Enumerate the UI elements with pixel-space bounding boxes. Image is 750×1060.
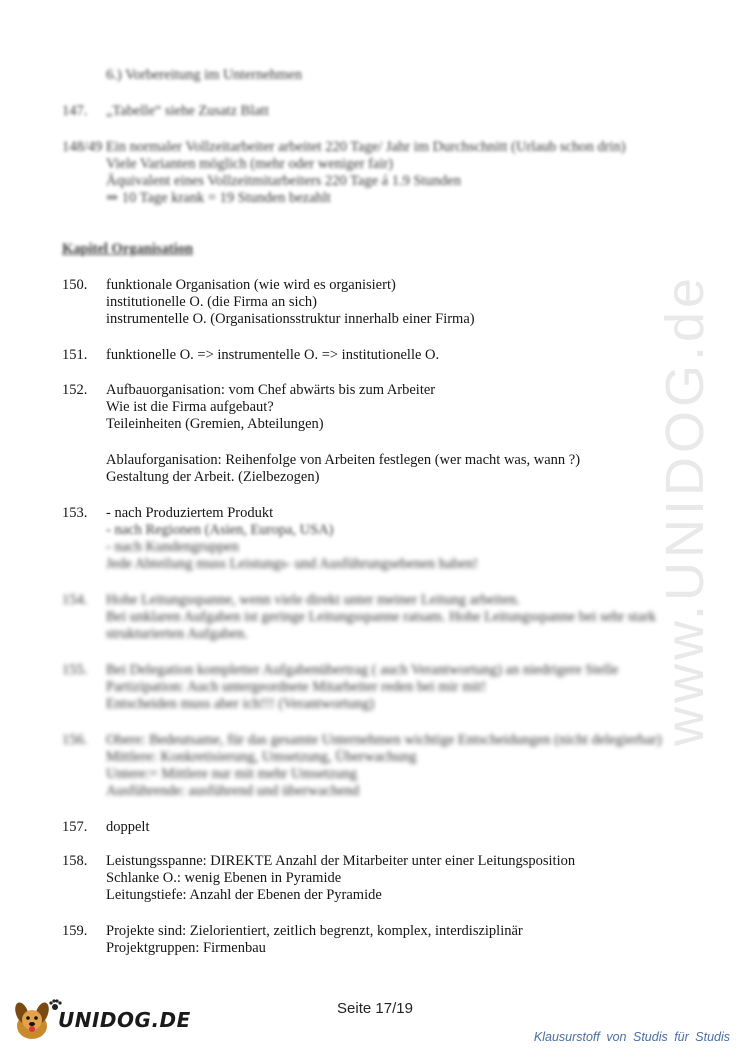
item-line: Projektgruppen: Firmenbau [106, 940, 266, 956]
item-line: Wie ist die Firma aufgebaut? [106, 399, 274, 415]
item-number: 152. [62, 382, 88, 398]
item-line: Hohe Leitungsspanne, wenn viele direkt unter meiner Leitung arbeiten. [106, 592, 520, 608]
item-line: institutionelle O. (die Firma an sich) [106, 294, 318, 310]
item-number: 147. [62, 103, 88, 119]
item-number: 158. [62, 853, 88, 869]
item-line: Mittlere: Konkretisierung, Umsetzung, Überwachung [106, 749, 417, 765]
blurred-line: ⇒ 10 Tage krank = 19 Stunden bezahlt [106, 190, 331, 206]
watermark-text: www.UNIDOG.de [655, 273, 715, 747]
item-line: Jede Abteilung muss Leistungs- und Ausführungsebenen haben! [106, 556, 479, 572]
item-line: Ausführende: ausführend und überwachend [106, 783, 360, 799]
item-number: 157. [62, 819, 88, 835]
item-line: - nach Produziertem Produkt [106, 505, 274, 521]
blurred-line: 148/49 Ein normaler Vollzeitarbeiter arbeitet 220 Tage/ Jahr im Durchschnitt (Urlaub schon drin) [62, 139, 626, 155]
item-line: Teileinheiten (Gremien, Abteilungen) [106, 416, 324, 432]
item-line: Obere: Bedeutsame, für das gesamte Unternehmen wichtige Entscheidungen (nicht delegierbar) [106, 732, 662, 748]
blurred-line: Äquivalent eines Vollzeitmitarbeiters 220 Tage á 1.9 Stunden [106, 173, 461, 189]
item-line: Gestaltung der Arbeit. (Zielbezogen) [106, 469, 320, 485]
watermark [635, 273, 735, 747]
blurred-line: Viele Varianten möglich (mehr oder weniger fair) [106, 156, 394, 172]
section-heading: Kapitel Organisation [62, 241, 193, 257]
item-line: Leitungstiefe: Anzahl der Ebenen der Pyramide [106, 887, 382, 903]
item-line: Schlanke O.: wenig Ebenen in Pyramide [106, 870, 342, 886]
item-line: doppelt [106, 819, 150, 835]
blurred-line: „Tabelle“ siehe Zusatz Blatt [106, 103, 269, 119]
item-line: funktionale Organisation (wie wird es organisiert) [106, 277, 396, 293]
item-number: 156. [62, 732, 88, 748]
item-number: 154. [62, 592, 88, 608]
item-line: Partizipation: Auch untergeordnete Mitarbeiter reden bei mir mit! [106, 679, 487, 695]
item-line: instrumentelle O. (Organisationsstruktur innerhalb einer Firma) [106, 311, 475, 327]
item-line: strukturierten Aufgaben. [106, 626, 248, 642]
item-line: Untere:= Mittlere nur mit mehr Umsetzung [106, 766, 357, 782]
tagline: Klausurstoff von Studis für Studis [533, 1030, 730, 1044]
item-line: - nach Regionen (Asien, Europa, USA) [106, 522, 334, 538]
item-line: Leistungsspanne: DIREKTE Anzahl der Mitarbeiter unter einer Leitungsposition [106, 853, 576, 869]
item-number: 155. [62, 662, 88, 678]
page-number: Seite 17/19 [337, 1000, 413, 1017]
item-line: Aufbauorganisation: vom Chef abwärts bis zum Arbeiter [106, 382, 436, 398]
item-line: - nach Kundengruppen [106, 539, 239, 555]
item-line: Ablauforganisation: Reihenfolge von Arbeiten festlegen (wer macht was, wann ?) [106, 452, 581, 468]
item-number: 153. [62, 505, 88, 521]
item-line: Bei Delegation kompletter Aufgabenübertrag ( auch Verantwortung) an niedrigere Stelle [106, 662, 619, 678]
unidog-logo [8, 996, 191, 1046]
item-line: Bei unklaren Aufgaben ist geringe Leitungsspanne ratsam. Hohe Leitungsspanne bei sehr stark [106, 609, 657, 625]
item-line: Projekte sind: Zielorientiert, zeitlich begrenzt, komplex, interdisziplinär [106, 923, 523, 939]
logo-text: UNIDOG.DE [58, 1008, 191, 1032]
item-number: 150. [62, 277, 88, 293]
item-line: funktionelle O. => instrumentelle O. => institutionelle O. [106, 347, 440, 363]
blurred-line: 6.) Vorbereitung im Unternehmen [106, 67, 302, 83]
item-line: Entscheiden muss aber ich!!! (Verantwortung) [106, 696, 375, 712]
item-number: 159. [62, 923, 88, 939]
item-number: 151. [62, 347, 88, 363]
